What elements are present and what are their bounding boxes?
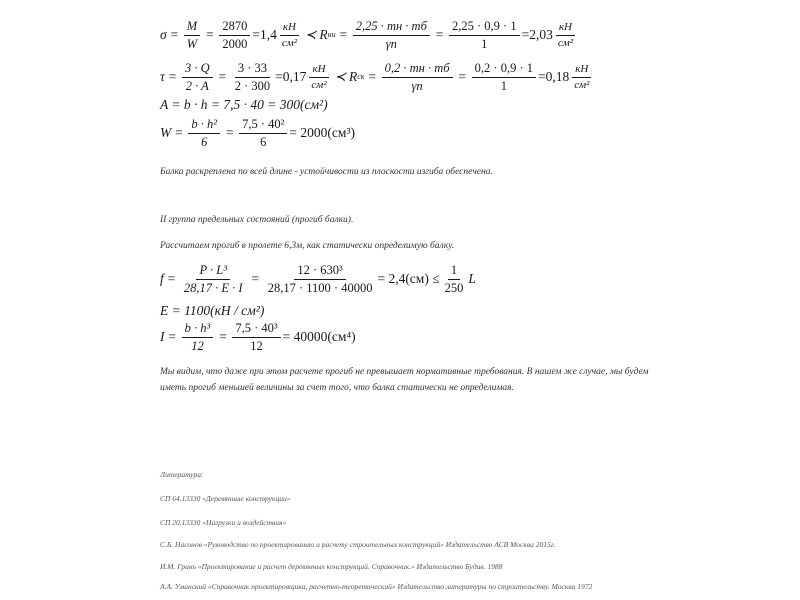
paragraph-conclusion: Мы видим, что даже при этом расчете прогиб не превышает нормативные требования. В нашем же случае, мы будем иметь прогиб меньшей величины за счет того, что балка статически не определимая. — [160, 367, 649, 393]
section-heading: II группа предельных состояний (прогиб балки). — [160, 215, 354, 225]
literature-item: СП 64.13330 «Деревянные конструкции» — [160, 494, 291, 503]
formula-deflection: f = $\frac{\text{P · L³}}{28,17 \cdot E \cdot I}$ = $\frac{\text{12 · 630³}}{28,17 \cdot 1100 \cdot 40000}$ = 2,4(см) ≤ $\frac{1}{250}$ L — [160, 263, 476, 295]
fraction: $\frac{3 \cdot Q}{2 \cdot A}$ — [182, 62, 213, 92]
fraction: $\frac{1}{250}$ — [444, 263, 464, 295]
formula-area: A = b · h = 7,5 · 40 = 300(см²) — [160, 97, 328, 112]
literature-title: Литература: — [160, 470, 204, 479]
unit-fraction: $\frac{кН}{\text{см²}}$ — [574, 62, 590, 91]
unit-fraction: $\frac{кН}{\text{см²}}$ — [557, 20, 574, 49]
formula-tau: τ = $\frac{3 \cdot Q}{2 \cdot A}$ = $\frac{3 \cdot 33}{2 \cdot 300}$ =0,17 $\frac{кН}{\text{см²}}$ ≺ R ск = $\frac{0,2 \cdot mн \cdot mб}{\gamma n}$ = $\frac{0,2 \cdot 0,9 \cdot 1}{1}$ =0,18 $\frac{кН}{\text{см²}}$ — [160, 62, 594, 92]
unit-fraction: $\frac{кН}{\text{см²}}$ — [281, 20, 298, 49]
formula-section-modulus: W = $\frac{\text{b · h²}}{6}$ = $\frac{\text{7,5 · 40²}}{6}$ = 2000(см³) — [160, 117, 355, 149]
fraction: $\frac{\text{7,5 · 40²}}{6}$ — [239, 118, 287, 148]
literature-item: А.А. Уманский «Справочник проектировщика, расчетно-теоретический» Издательство литературы по строительству. Москва 1972 — [160, 582, 593, 591]
fraction: $\frac{2,25 \cdot mн \cdot mб}{\gamma n}$ — [353, 20, 430, 50]
formula-sigma: σ = $\frac{M}{W}$ = $\frac{2870}{2000}$ =1,4 $\frac{кН}{\text{см²}}$ ≺ R ни = $\frac{2,25 \cdot mн \cdot mб}{\gamma n}$ = $\frac{2,25 \cdot 0,9 \cdot 1}{1}$ =2,03 $\frac{кН}{\text{см²}}$ — [160, 20, 578, 50]
literature-item: СП 20.13330 «Нагрузки и воздействия» — [160, 518, 287, 527]
fraction: $\frac{\text{P · L³}}{28,17 \cdot E \cdot I}$ — [183, 263, 243, 295]
paragraph-stability: Балка раскреплена по всей длине - устойчивости из плоскости изгиба обеспечена. — [160, 167, 493, 177]
fraction: $\frac{\text{b · h³}}{12}$ — [182, 322, 214, 352]
literature-item: И.М. Гринь «Проектирование и расчет деревянных конструкций. Справочник.» Издательство Будив. 1988 — [160, 562, 503, 571]
fraction: $\frac{0,2 \cdot mн \cdot mб}{\gamma n}$ — [382, 62, 453, 92]
fraction: $\frac{M}{W}$ — [184, 20, 200, 50]
formula-modulus: E = 1100(кН / см²) — [160, 303, 265, 318]
fraction: $\frac{\text{b · h²}}{6}$ — [188, 118, 220, 148]
unit-fraction: $\frac{кН}{\text{см²}}$ — [311, 62, 327, 91]
fraction: $\frac{0,2 \cdot 0,9 \cdot 1}{1}$ — [472, 62, 536, 92]
fraction: $\frac{2870}{2000}$ — [219, 20, 250, 50]
fraction: $\frac{2,25 \cdot 0,9 \cdot 1}{1}$ — [449, 20, 520, 50]
fraction: $\frac{3 \cdot 33}{2 \cdot 300}$ — [234, 61, 271, 93]
literature-item: С.Б. Насонов «Руководство по проектированию и расчету строительных конструкций» Издательство АСВ Москва 2015г. — [160, 540, 556, 549]
paragraph-deflection-intro: Рассчитаем прогиб в пролете 6,3м, как статически определимую балку. — [160, 241, 455, 251]
fraction: $\frac{\text{12 · 630³}}{28,17 \cdot 1100 \cdot 40000}$ — [267, 263, 373, 295]
formula-inertia: I = $\frac{\text{b · h³}}{12}$ = $\frac{\text{7,5 · 40³}}{12}$ = 40000(см⁴) — [160, 321, 356, 353]
fraction: $\frac{\text{7,5 · 40³}}{12}$ — [232, 322, 280, 352]
